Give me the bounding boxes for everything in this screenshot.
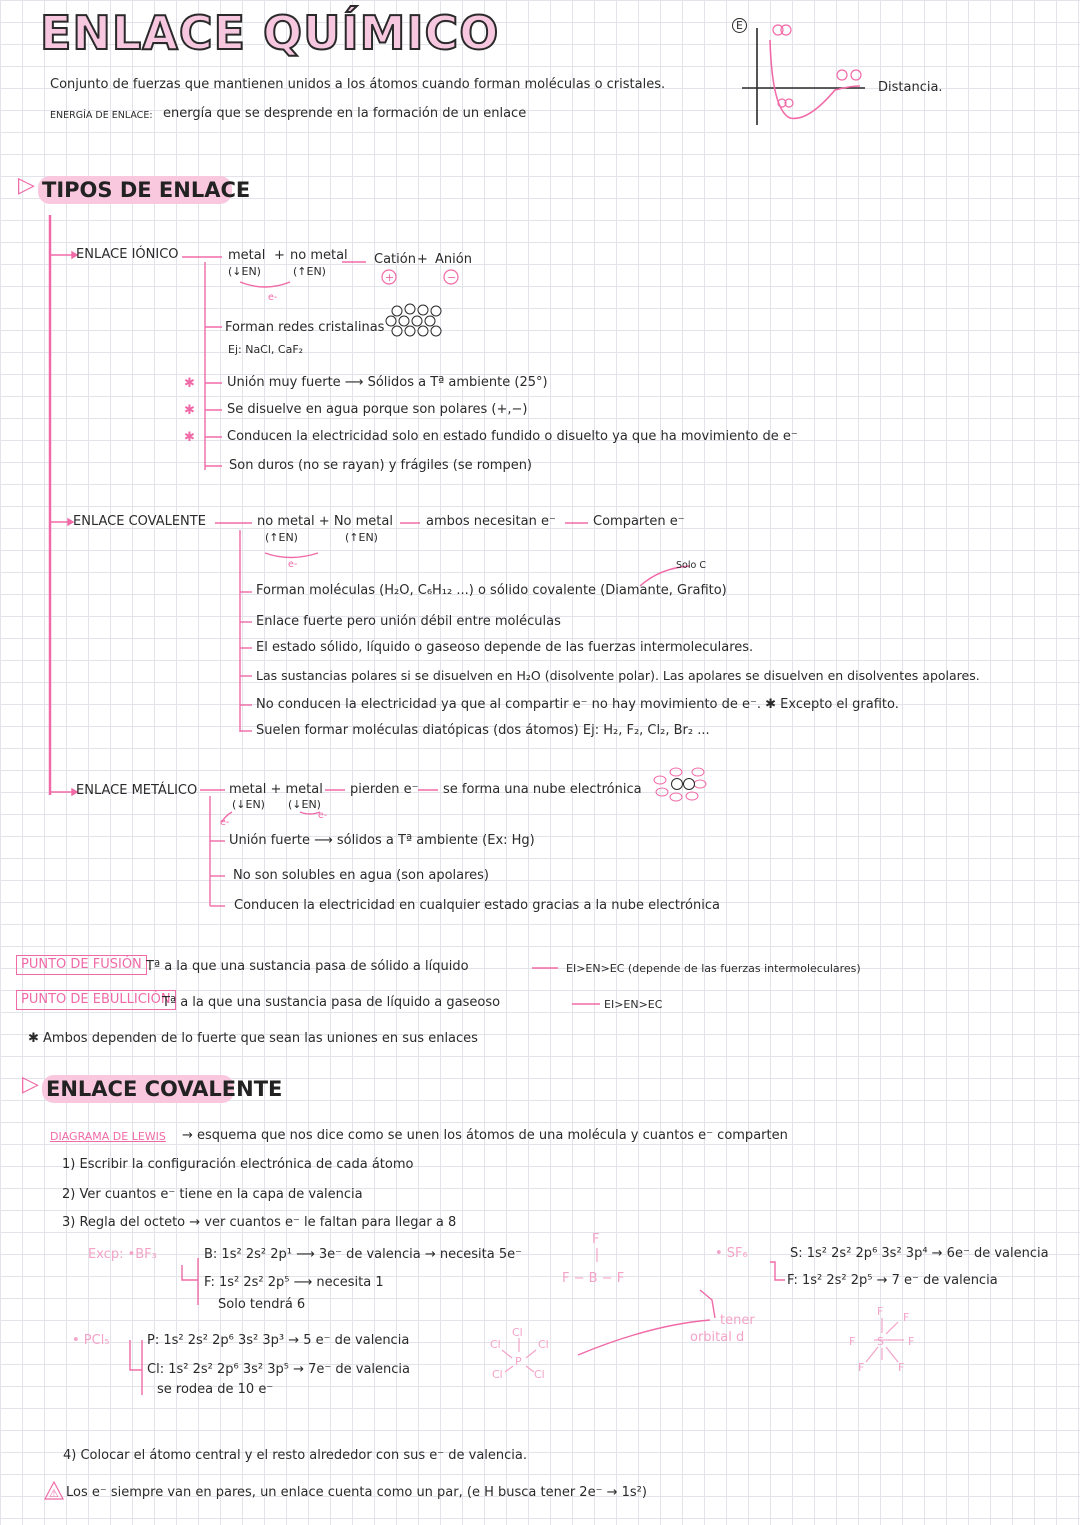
metallic-en1: (↓EN) [232, 798, 265, 811]
covalent-formula: no metal + No metal [257, 514, 393, 529]
covalent-en2: (↑EN) [345, 531, 378, 544]
exception-label: Excp: •BF₃ [88, 1247, 157, 1262]
energy-text: energía que se desprende en la formación de un enlace [163, 106, 527, 121]
sf6-f-atom: F [877, 1305, 884, 1318]
sf6-f: F: 1s² 2s² 2p⁵ → 7 e⁻ de valencia [787, 1273, 998, 1288]
boiling-text: Tª a la que una sustancia pasa de líquido a gaseoso [162, 995, 501, 1010]
ionic-en-high: (↑EN) [293, 265, 326, 278]
section-heading-covalente: ENLACE COVALENTE [46, 1077, 283, 1101]
star-icon: ✱ [184, 430, 195, 445]
pcl5-cl-atom: Cl [490, 1338, 501, 1351]
ionic-plus: + [274, 248, 285, 263]
metallic-prop: No son solubles en agua (son apolares) [233, 868, 490, 883]
section-heading-tipos: TIPOS DE ENLACE [42, 178, 251, 202]
lewis-label: DIAGRAMA DE LEWIS [50, 1130, 166, 1143]
melting-label: PUNTO DE FUSIÓN [16, 955, 147, 975]
sf6-s: S: 1s² 2s² 2p⁶ 3s² 3p⁴ → 6e⁻ de valencia [790, 1246, 1049, 1261]
pcl5-p: P: 1s² 2s² 2p⁶ 3s² 3p³ → 5 e⁻ de valencia [147, 1333, 410, 1348]
ionic-metal: metal [228, 248, 266, 263]
ionic-electron: e- [268, 292, 278, 303]
lewis-step: 2) Ver cuantos e⁻ tiene en la capa de valencia [62, 1187, 363, 1202]
covalent-prop: Las sustancias polares si se disuelven en H₂O (disolvente polar). Las apolares se disuelven en disolventes apolares. [256, 668, 980, 683]
ionic-crystal: Forman redes cristalinas [225, 320, 385, 335]
graph-axis-x: Distancia. [878, 80, 943, 95]
star-icon: ✱ [184, 403, 195, 418]
sf6-f-atom: F [898, 1361, 905, 1374]
bf3-mid: F − B − F [562, 1271, 625, 1286]
ionic-nonmetal: no metal [290, 248, 348, 263]
covalent-solo-c: Solo C [676, 560, 706, 571]
sf6-f-atom: F [858, 1361, 865, 1374]
cation-sign: + [385, 271, 395, 284]
covalent-prop: Enlace fuerte pero unión débil entre moléculas [256, 614, 561, 629]
pcl5-cl: Cl: 1s² 2s² 2p⁶ 3s² 3p⁵ → 7e⁻ de valencia [147, 1362, 411, 1377]
boiling-label: PUNTO DE EBULLICIÓN [16, 990, 176, 1010]
bf3-only: Solo tendrá 6 [218, 1297, 306, 1312]
ionic-en-low: (↓EN) [228, 265, 261, 278]
ionic-label: ENLACE IÓNICO [76, 247, 179, 262]
pcl5-center: P [515, 1355, 522, 1368]
lewis-step: 3) Regla del octeto → ver cuantos e⁻ le faltan para llegar a 8 [62, 1215, 457, 1230]
page-title: ENLACE QUÍMICO [40, 6, 500, 60]
both-note: ✱ Ambos dependen de lo fuerte que sean las uniones en sus enlaces [28, 1031, 478, 1046]
metallic-lose: pierden e⁻ [350, 782, 419, 797]
metallic-prop: Unión fuerte ⟶ sólidos a Tª ambiente (Ex: Hg) [229, 833, 535, 848]
lewis-text: → esquema que nos dice como se unen los átomos de una molécula y cuantos e⁻ comparten [182, 1128, 788, 1143]
anion-sign: − [447, 271, 457, 284]
metallic-electron: e- [318, 810, 328, 821]
melting-text: Tª a la que una sustancia pasa de sólido a líquido [146, 959, 469, 974]
lewis-step: 1) Escribir la configuración electrónica de cada átomo [62, 1157, 414, 1172]
covalent-share: Comparten e⁻ [593, 514, 685, 529]
sf6-f-atom: F [849, 1335, 856, 1348]
metallic-prop: Conducen la electricidad en cualquier estado gracias a la nube electrónica [234, 898, 720, 913]
lewis-step-4: 4) Colocar el átomo central y el resto alrededor con sus e⁻ de valencia. [63, 1448, 527, 1463]
pcl5-cl-atom: Cl [538, 1338, 549, 1351]
pcl5-surround: se rodea de 10 e⁻ [157, 1382, 274, 1397]
ionic-prop: Se disuelve en agua porque son polares (+,−) [227, 402, 528, 417]
ionic-example: Ej: NaCl, CaF₂ [228, 343, 304, 356]
pcl5-cl-atom: Cl [492, 1368, 503, 1381]
metallic-electron: e- [220, 817, 230, 828]
cation-label: Catión [374, 252, 416, 267]
covalent-both: ambos necesitan e⁻ [426, 514, 556, 529]
triangle-icon: ▷ [22, 1072, 39, 1097]
warning-text: Los e⁻ siempre van en pares, un enlace cuenta como un par, (e H busca tener 2e⁻ → 1s²) [66, 1485, 647, 1500]
metallic-formula: metal + metal [229, 782, 323, 797]
metallic-en2: (↓EN) [288, 798, 321, 811]
covalent-prop: Suelen formar moléculas diatópicas (dos átomos) Ej: H₂, F₂, Cl₂, Br₂ ... [256, 723, 710, 738]
metallic-cloud: se forma una nube electrónica [443, 782, 642, 797]
bf3-b: B: 1s² 2s² 2p¹ ⟶ 3e⁻ de valencia → necesita 5e⁻ [204, 1247, 522, 1262]
ionic-plus2: + [417, 252, 428, 267]
pcl5-label: • PCl₅ [72, 1333, 110, 1348]
ionic-prop: Son duros (no se rayan) y frágiles (se rompen) [229, 458, 533, 473]
sf6-f-atom: F [908, 1335, 915, 1348]
covalent-label: ENLACE COVALENTE [73, 514, 206, 529]
covalent-prop: El estado sólido, líquido o gaseoso depende de las fuerzas intermoleculares. [256, 640, 754, 655]
star-icon: ✱ [184, 376, 195, 391]
sf6-label: • SF₆ [715, 1246, 748, 1261]
sf6-center: S [877, 1335, 884, 1348]
energy-label: ENERGÍA DE ENLACE: [50, 110, 153, 121]
definition: Conjunto de fuerzas que mantienen unidos a los átomos cuando forman moléculas o cristales. [50, 77, 666, 92]
covalent-prop: Forman moléculas (H₂O, C₆H₁₂ ...) o sólido covalente (Diamante, Grafito) [256, 583, 727, 598]
boiling-order: EI>EN>EC [604, 998, 663, 1011]
melting-order: EI>EN>EC (depende de las fuerzas intermoleculares) [566, 962, 861, 975]
orbital-2: orbital d [690, 1330, 745, 1345]
orbital-1: tener [720, 1313, 755, 1328]
ionic-prop: Unión muy fuerte ⟶ Sólidos a Tª ambiente (25°) [227, 375, 548, 390]
triangle-icon: ▷ [18, 173, 35, 198]
warning-icon: ⚠ [49, 1487, 59, 1500]
covalent-en1: (↑EN) [265, 531, 298, 544]
ionic-prop: Conducen la electricidad solo en estado fundido o disuelto ya que ha movimiento de e⁻ [227, 429, 798, 444]
metallic-label: ENLACE METÁLICO [76, 783, 198, 798]
sf6-f-atom: F [903, 1311, 910, 1324]
bf3-top: F [592, 1232, 600, 1247]
anion-label: Anión [435, 252, 472, 267]
bf3-f: F: 1s² 2s² 2p⁵ ⟶ necesita 1 [204, 1275, 384, 1290]
covalent-electron: e- [288, 559, 298, 570]
covalent-prop: No conducen la electricidad ya que al compartir e⁻ no hay movimiento de e⁻. ✱ Excepto el grafito. [256, 697, 899, 712]
pcl5-cl-atom: Cl [512, 1326, 523, 1339]
pcl5-cl-atom: Cl [534, 1368, 545, 1381]
graph-axis-e: E [732, 18, 747, 33]
